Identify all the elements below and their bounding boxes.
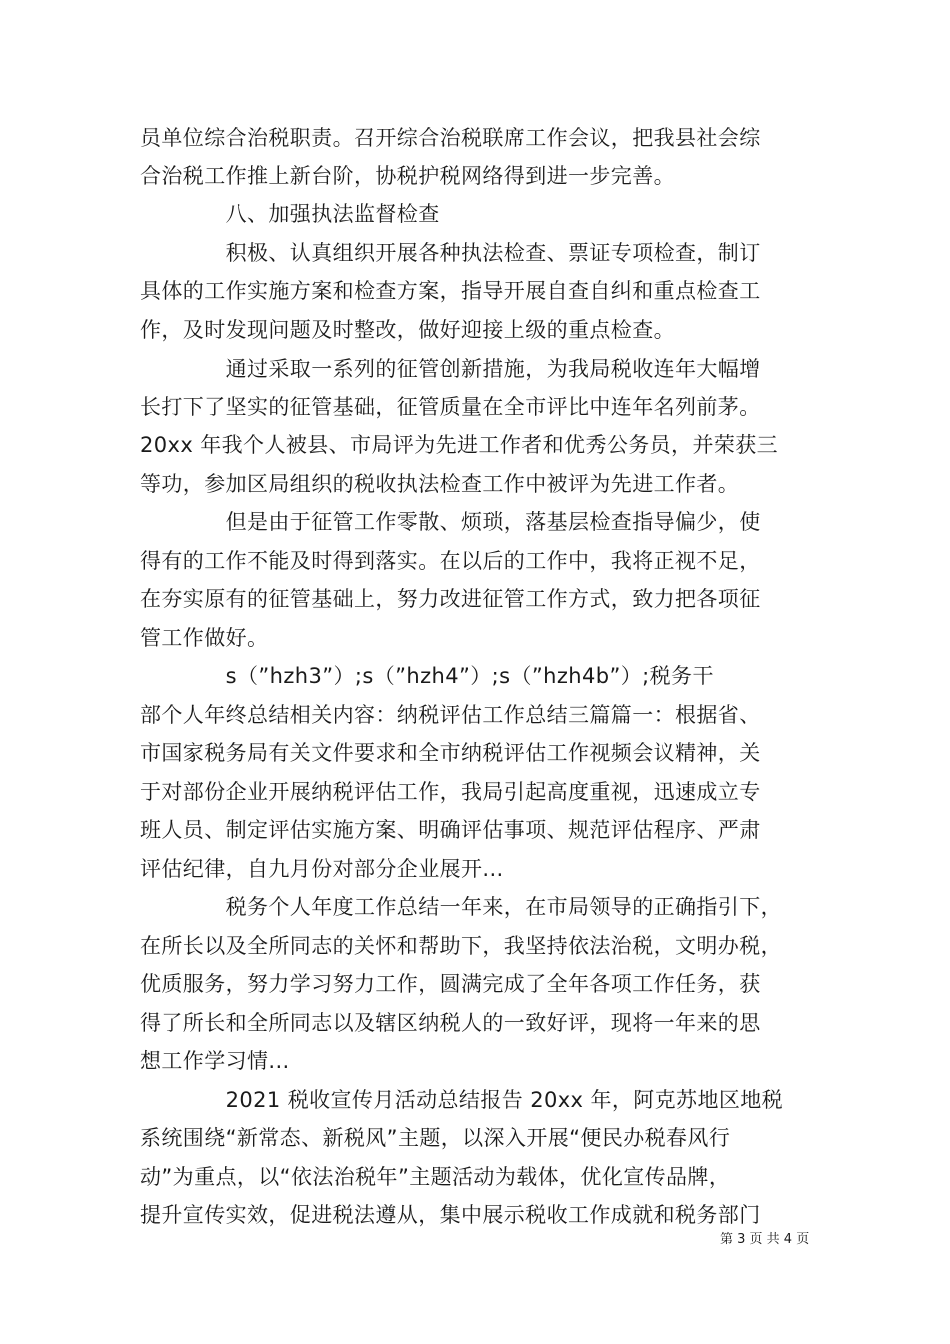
page-number-footer: 第 3 页 共 4 页 xyxy=(720,1232,810,1247)
text-line: 部个人年终总结相关内容：纳税评估工作总结三篇篇一：根据省、 xyxy=(140,703,761,727)
text-line: 作，及时发现问题及时整改，做好迎接上级的重点检查。 xyxy=(140,318,675,342)
text-line: 于对部份企业开展纳税评估工作，我局引起高度重视，迅速成立专 xyxy=(140,780,761,804)
text-line: s（”hzh3”）;s（”hzh4”）;s（”hzh4b”）;税务干 xyxy=(140,664,714,688)
text-line: 通过采取一系列的征管创新措施，为我局税收连年大幅增 xyxy=(140,357,761,381)
text-line: 合治税工作推上新台阶，协税护税网络得到进一步完善。 xyxy=(140,164,675,188)
text-line: 系统围绕“新常态、新税风”主题，以深入开展“便民办税春风行 xyxy=(140,1126,731,1150)
text-line: 但是由于征管工作零散、烦琐，落基层检查指导偏少，使 xyxy=(140,510,761,534)
text-line: 长打下了坚实的征管基础，征管质量在全市评比中连年名列前茅。 xyxy=(140,395,761,419)
text-line: 得了所长和全所同志以及辖区纳税人的一致好评，现将一年来的思 xyxy=(140,1011,761,1035)
text-line: 提升宣传实效，促进税法遵从，集中展示税收工作成就和税务部门 xyxy=(140,1203,761,1227)
text-line: 得有的工作不能及时得到落实。在以后的工作中，我将正视不足， xyxy=(140,549,761,573)
text-line: 在所长以及全所同志的关怀和帮助下，我坚持依法治税，文明办税， xyxy=(140,934,782,958)
text-line: 市国家税务局有关文件要求和全市纳税评估工作视频会议精神，关 xyxy=(140,741,761,765)
text-line: 税务个人年度工作总结一年来，在市局领导的正确指引下， xyxy=(140,895,782,919)
text-line: 评估纪律，自九月份对部分企业展开... xyxy=(140,857,504,881)
text-line: 员单位综合治税职责。召开综合治税联席工作会议，把我县社会综 xyxy=(140,126,761,150)
text-line: 2021 税收宣传月活动总结报告 20xx 年，阿克苏地区地税 xyxy=(140,1088,784,1112)
text-line: 优质服务，努力学习努力工作，圆满完成了全年各项工作任务，获 xyxy=(140,972,761,996)
text-line: 等功，参加区局组织的税收执法检查工作中被评为先进工作者。 xyxy=(140,472,740,496)
section-heading: 八、加强执法监督检查 xyxy=(140,202,440,226)
text-line: 管工作做好。 xyxy=(140,626,269,650)
text-line: 20xx 年我个人被县、市局评为先进工作者和优秀公务员，并荣获三 xyxy=(140,433,779,457)
text-line: 动”为重点，以“依法治税年”主题活动为载体，优化宣传品牌， xyxy=(140,1165,731,1189)
text-line: 在夯实原有的征管基础上，努力改进征管工作方式，致力把各项征 xyxy=(140,587,761,611)
text-line: 积极、认真组织开展各种执法检查、票证专项检查，制订 xyxy=(140,241,761,265)
text-line: 具体的工作实施方案和检查方案，指导开展自查自纠和重点检查工 xyxy=(140,279,761,303)
text-line: 班人员、制定评估实施方案、明确评估事项、规范评估程序、严肃 xyxy=(140,818,761,842)
text-line: 想工作学习情... xyxy=(140,1049,290,1073)
